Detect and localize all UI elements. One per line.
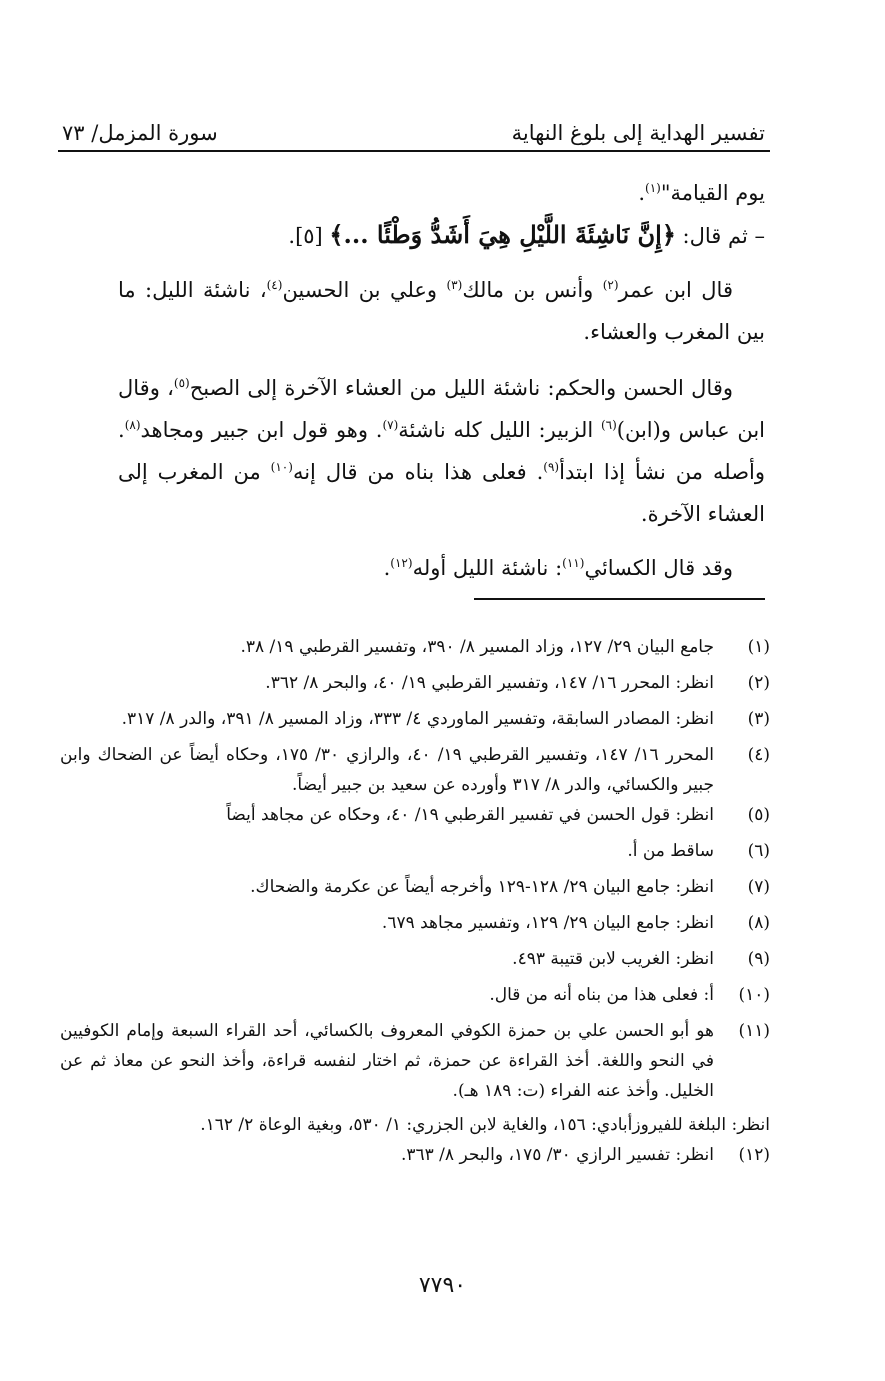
footnote-ref: (١٢) xyxy=(390,556,413,570)
paragraph-3: وقد قال الكسائي$^{(١١)}$: ناشئة الليل أوله$^{(١٢)}$. xyxy=(383,556,733,580)
footnote-ref: (٥) xyxy=(173,376,190,390)
footnote-4 xyxy=(60,740,770,800)
footnote-9 xyxy=(60,944,770,980)
footnote-text: هو أبو الحسن علي بن حمزة الكوفي المعروف بالكسائي، أحد القراء السبعة وإمام الكوفيين في النحو واللغة. أخذ القراءة عن حمزة، ثم اختار لنفسه قراءة، وأخذ النحو عن معاذ ثم عن الخليل. وأخذ عنه الفراء (ت: ١٨٩ هـ). xyxy=(60,1021,714,1101)
header-rule xyxy=(58,150,770,152)
footnote-text: انظر: المحرر ١٦/ ١٤٧، وتفسير القرطبي ١٩/ ٤٠، والبحر ٨/ ٣٦٢. xyxy=(265,673,714,693)
main-text xyxy=(118,172,765,589)
footnote-ref: (٣) xyxy=(446,278,463,292)
footnote-3 xyxy=(60,704,770,740)
footnote-text: ساقط من أ. xyxy=(627,841,714,861)
footnote-10 xyxy=(60,980,770,1016)
book-title: تفسير الهداية إلى بلوغ النهاية xyxy=(511,121,765,145)
footnote-ref: (١١) xyxy=(562,556,585,570)
footnote-ref: (٤) xyxy=(266,278,283,292)
footnote-number: (٤) xyxy=(747,745,770,765)
footnote-text: أ: فعلى هذا من بناه أنه من قال. xyxy=(489,985,714,1005)
footnote-6 xyxy=(60,836,770,872)
footnote-ref: (٢) xyxy=(602,278,619,292)
footnote-number: (٧) xyxy=(747,877,770,897)
footnote-5 xyxy=(60,800,770,836)
quran-verse: ﴿إِنَّ نَاشِئَةَ اللَّيْلِ هِيَ أَشَدُّ وَطْئًا ...﴾ xyxy=(329,220,676,249)
footnote-text: انظر: تفسير الرازي ٣٠/ ١٧٥، والبحر ٨/ ٣٦٣. xyxy=(400,1145,714,1165)
main-line-1: يوم القيامة"$^{(١)}$. xyxy=(638,181,765,205)
footnote-ref: (٦) xyxy=(600,418,617,432)
footnote-8 xyxy=(60,908,770,944)
quran-verse-line: – ثم قال: ﴿إِنَّ نَاشِئَةَ اللَّيْلِ هِيَ أَشَدُّ وَطْئًا ...﴾ [٥]. xyxy=(288,220,765,249)
footnotes xyxy=(60,632,770,1176)
footnote-number: (٦) xyxy=(747,841,770,861)
footnote-text: انظر: جامع البيان ٢٩/ ١٢٩، وتفسير مجاهد ٦٧٩. xyxy=(381,913,714,933)
page-number: ٧٧٩٠ xyxy=(418,1273,467,1298)
footnote-ref: (٧) xyxy=(382,418,399,432)
paragraph-2: وقال الحسن والحكم: ناشئة الليل من العشاء الآخرة إلى الصبح$^{(٥)}$، وقال ابن عباس و(ابن)$^{(٦)}$ الزبير: الليل كله ناشئة$^{(٧)}$. وهو قول ابن جبير ومجاهد$^{(٨)}$. وأصله من نشأ إذا ابتدأ$^{(٩)}$. فعلى هذا بناه من قال إنه$^{(١٠)}$ من المغرب إلى العشاء الآخرة. xyxy=(118,376,766,526)
footnote-number: (٨) xyxy=(747,913,770,933)
footnote-separator xyxy=(474,598,765,600)
footnote-number: (١) xyxy=(747,637,770,657)
footnote-text: المحرر ١٦/ ١٤٧، وتفسير القرطبي ١٩/ ٤٠، والرازي ٣٠/ ١٧٥، وحكاه أيضاً عن الضحاك وابن جبير والكسائي، والدر ٨/ ٣١٧ وأورده عن سعيد بن جبير أيضاً. xyxy=(60,745,714,795)
footnote-text: انظر: المصادر السابقة، وتفسير الماوردي ٤/ ٣٣٣، وزاد المسير ٨/ ٣٩١، والدر ٨/ ٣١٧. xyxy=(121,709,714,729)
footnote-number: (١٠) xyxy=(738,985,770,1005)
footnote-11-sources: انظر: البلغة للفيروزأبادي: ١٥٦، والغاية لابن الجزري: ١/ ٥٣٠، وبغية الوعاة ٢/ ١٦٢. xyxy=(200,1115,770,1135)
footnote-ref: (٩) xyxy=(543,460,560,474)
footnote-number: (١١) xyxy=(738,1021,770,1041)
footnote-number: (١٢) xyxy=(738,1145,770,1165)
paragraph-1: قال ابن عمر$^{(٢)}$ وأنس بن مالك$^{(٣)}$ وعلي بن الحسين$^{(٤)}$، ناشئة الليل: ما بين المغرب والعشاء. xyxy=(118,278,765,344)
footnote-number: (٥) xyxy=(747,805,770,825)
footnote-number: (٣) xyxy=(747,709,770,729)
footnote-number: (٢) xyxy=(747,673,770,693)
footnote-7 xyxy=(60,872,770,908)
footnote-12 xyxy=(60,1140,770,1176)
footnote-text: انظر: جامع البيان ٢٩/ ١٢٨-١٢٩ وأخرجه أيضاً عن عكرمة والضحاك. xyxy=(250,877,714,897)
verse-number: [٥]. xyxy=(288,224,330,248)
running-header xyxy=(62,108,765,148)
footnote-number: (٩) xyxy=(747,949,770,969)
footnote-ref: (١) xyxy=(645,181,661,195)
footnote-11 xyxy=(60,1016,770,1106)
footnote-ref: (١٠) xyxy=(270,460,293,474)
footnote-2 xyxy=(60,668,770,704)
footnote-text: انظر: الغريب لابن قتيبة ٤٩٣. xyxy=(512,949,714,969)
footnote-ref: (٨) xyxy=(124,418,141,432)
footnote-text: انظر: قول الحسن في تفسير القرطبي ١٩/ ٤٠، وحكاه عن مجاهد أيضاً xyxy=(226,805,714,825)
surah-page-label: سورة المزمل/ ٧٣ xyxy=(62,121,218,145)
footnote-text: جامع البيان ٢٩/ ١٢٧، وزاد المسير ٨/ ٣٩٠، وتفسير القرطبي ١٩/ ٣٨. xyxy=(240,637,714,657)
footnote-1 xyxy=(60,632,770,668)
